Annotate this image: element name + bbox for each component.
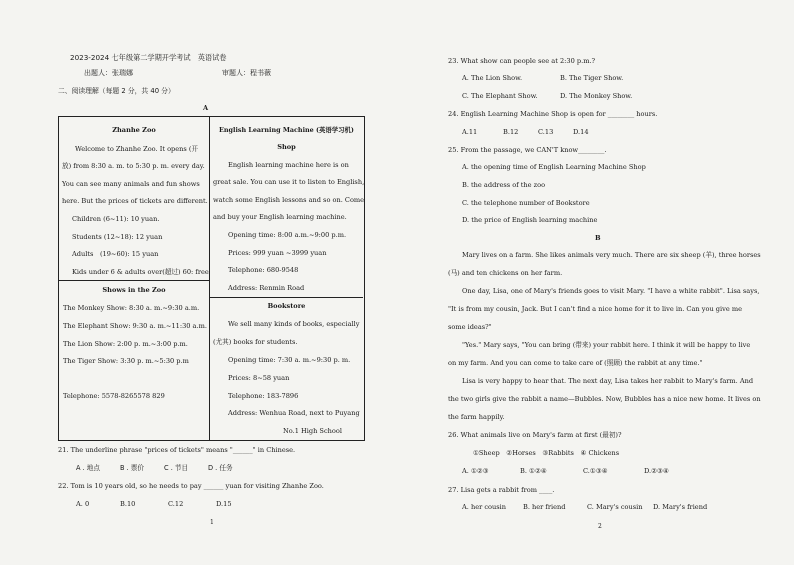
q22-option-a: A. 0 [76,500,90,508]
show-line: The Monkey Show: 8:30 a. m.~9:30 a.m. [63,304,200,312]
zoo-line: Welcome to Zhanhe Zoo. It opens (开 [75,145,199,153]
q27-option-d: D. Mary's friend [653,503,708,511]
q21-option-c: C . 节目 [164,464,189,472]
q27-option-c: C. Mary's cousin [587,503,643,511]
elm-heading: English Learning Machine (英语学习机) [219,126,354,134]
question-21: 21. The underline phrase "prices of tickets" means "______" in Chinese. [58,446,296,454]
passage-b-line: (马) and ten chickens on her farm. [448,269,563,277]
reviewer-line: 审题人：程书薇 [222,69,271,77]
passage-b-line: some ideas?" [448,323,492,331]
passage-b-line: One day, Lisa, one of Mary's friends goes to visit Mary. "I have a white rabbit". Lisa says, [462,287,760,295]
passage-b-line: Mary lives on a farm. She likes animals very much. There are six sheep (羊), three horses [462,251,761,259]
zoo-shows-divider [59,280,209,281]
bookstore-heading: Bookstore [267,302,306,310]
passage-b-line: Lisa is very happy to hear that. The next day, Lisa takes her rabbit to Mary's farm. And [462,377,754,385]
passage-a-label: A [203,104,209,112]
q24-option-d: D.14 [573,128,589,136]
q26-items: ①Sheep ②Horses ③Rabbits ④ Chickens [473,449,620,457]
question-26: 26. What animals live on Mary's farm at first (最初)? [448,431,622,439]
q21-option-b: B . 票价 [120,464,144,472]
elm-line: English learning machine here is on [228,161,349,169]
passage-b-label: B [595,234,601,242]
q26-option-b: B. ①②④ [520,467,547,475]
q27-option-b: B. her friend [523,503,566,511]
bookstore-line: Telephone: 183-7896 [228,392,299,400]
zoo-line: 放) from 8:30 a. m. to 5:30 p. m. every day. [62,162,205,170]
elm-line: watch some English lessons and so on. Come [213,196,365,204]
page-number: 2 [598,523,602,530]
right-page [397,0,794,565]
passage-b-line: "It is from my cousin, Jack. But I can't find a nice home for it to live in. Can you give me [448,305,743,313]
question-22: 22. Tom is 10 years old, so he needs to pay ______ yuan for visiting Zhanhe Zoo. [58,482,324,490]
bookstore-line: Opening time: 7:30 a. m.~9:30 p. m. [228,356,351,364]
elm-line: Telephone: 680-9548 [228,266,299,274]
q22-option-b: B.10 [120,500,136,508]
page-number: 1 [210,519,214,526]
zoo-telephone: Telephone: 5578-8265578 829 [63,392,165,400]
zoo-line: Students (12~18): 12 yuan [72,233,163,241]
elm-line: Prices: 999 yuan ~3999 yuan [228,249,327,257]
setter-line: 出题人：张瑞娜 [84,69,133,77]
zoo-line: Children (6~11): 10 yuan. [72,215,160,223]
show-line: The Elephant Show: 9:30 a. m.~11:30 a.m. [63,322,207,330]
bookstore-line: (尤其) books for students. [213,338,298,346]
bookstore-line: Address: Wenhua Road, next to Puyang [228,409,360,417]
q22-option-d: D.15 [216,500,232,508]
show-line: The Tiger Show: 3:30 p. m.~5:30 p.m [63,357,189,365]
question-27: 27. Lisa gets a rabbit from ____. [448,486,555,494]
zoo-line: Adults (19~60): 15 yuan [72,250,159,258]
q21-option-d: D . 任务 [208,464,233,472]
q25-option-d: D. the price of English learning machine [462,216,598,224]
bookstore-divider [209,297,363,298]
passage-b-line: the two girls give the rabbit a name—Bubbles. Now, Bubbles has a nice new home. It lives on [448,395,761,403]
table-divider [209,116,210,440]
q23-option-b: B. The Tiger Show. [560,74,624,82]
q21-option-a: A . 地点 [76,464,100,472]
q22-option-c: C.12 [168,500,184,508]
bookstore-line: No.1 High School [283,427,342,435]
q26-option-d: D.②③④ [644,467,669,475]
passage-b-line: on my farm. And you can come to take care of (照顾) the rabbit at any time." [448,359,703,367]
q27-option-a: A. her cousin [462,503,506,511]
zoo-line: here. But the prices of tickets are different. [62,197,208,205]
show-line: The Lion Show: 2:00 p. m.~3:00 p.m. [63,340,188,348]
elm-heading-shop: Shop [277,143,296,151]
elm-line: and buy your English learning machine. [213,213,347,221]
question-23: 23. What show can people see at 2:30 p.m.? [448,57,596,65]
q23-option-a: A. The Lion Show. [462,74,523,82]
zoo-line: You can see many animals and fun shows [62,180,200,188]
exam-title: 2023-2024 七年级第二学期开学考试 英语试卷 [70,53,227,62]
q26-option-a: A. ①②③ [462,467,489,475]
zoo-heading: Zhanhe Zoo [112,126,156,134]
q23-option-c: C. The Elephant Show. [462,92,538,100]
q23-option-d: D. The Monkey Show. [560,92,633,100]
q24-option-c: C.13 [538,128,554,136]
bookstore-line: We sell many kinds of books, especially [228,320,360,328]
q25-option-a: A. the opening time of English Learning Machine Shop [462,163,646,171]
bookstore-line: Prices: 8~58 yuan [228,374,290,382]
question-25: 25. From the passage, we CAN'T know________. [448,146,607,154]
q24-option-a: A.11 [462,128,478,136]
shows-heading: Shows in the Zoo [102,286,166,294]
question-24: 24. English Learning Machine Shop is open for ________ hours. [448,110,658,118]
q25-option-b: B. the address of the zoo [462,181,546,189]
elm-line: Opening time: 8:00 a.m.~9:00 p.m. [228,231,347,239]
zoo-line: Kids under 6 & adults over(超过) 60: free [72,268,209,276]
q26-option-c: C.①③④ [583,467,608,475]
elm-line: Address: Renmin Road [228,284,305,292]
elm-line: great sale. You can use it to listen to English, [213,178,365,186]
passage-b-line: "Yes." Mary says, "You can bring (带来) your rabbit here. I think it will be happy to live [462,341,751,349]
q25-option-c: C. the telephone number of Bookstore [462,199,590,207]
q24-option-b: B.12 [503,128,519,136]
section-heading: 二、阅读理解（每题 2 分，共 40 分） [58,87,175,95]
passage-b-line: the farm happily. [448,413,505,421]
